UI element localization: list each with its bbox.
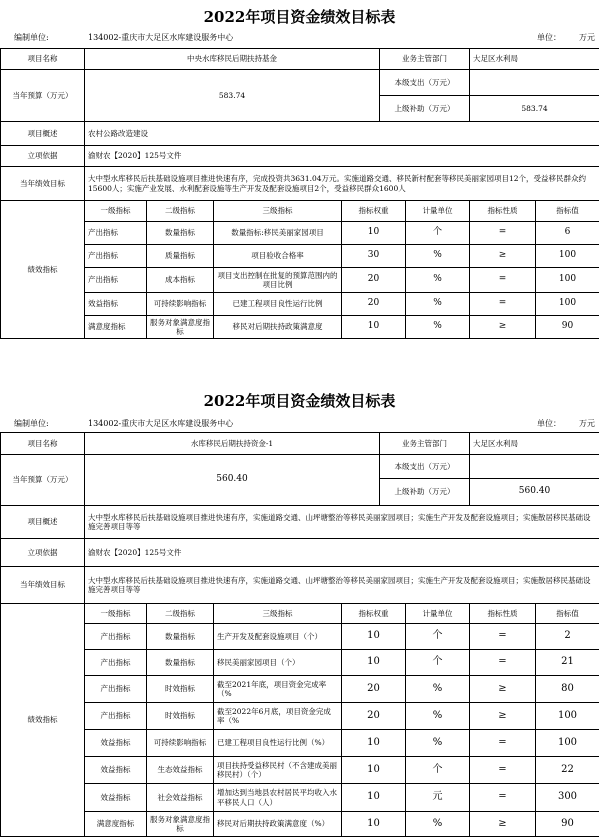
performance-table [0,432,599,837]
goal-label: 当年绩效目标 [1,567,85,604]
subsidy-value: 560.40 [470,479,599,506]
cell-unit: 个 [406,222,470,245]
cell-value: 100 [536,268,599,293]
table-row [1,730,599,757]
currency-value: 万元 [579,32,595,43]
table-row [1,650,599,676]
cell-level1: 效益指标 [85,757,147,784]
overview-label: 项目概述 [1,122,85,146]
cell-level1: 产出指标 [85,245,147,268]
dept-value: 大足区水利局 [470,433,599,455]
cell-level1: 效益指标 [85,784,147,812]
cell-level1: 产出指标 [85,268,147,293]
sheet-title: 2022年项目资金绩效目标表 [0,390,599,411]
cell-value: 100 [536,293,599,316]
cell-value: 21 [536,650,599,676]
cell-unit: % [406,703,470,730]
indicators-label: 绩效指标 [1,201,85,339]
cell-weight: 20 [342,676,406,703]
cell-weight: 30 [342,245,406,268]
table-row [1,703,599,730]
cell-level3: 数量指标:移民美丽家园项目 [214,222,342,245]
cell-weight: 10 [342,222,406,245]
cell-level2: 时效指标 [147,703,214,730]
indicators-label: 绩效指标 [1,604,85,837]
cell-level1: 产出指标 [85,676,147,703]
unit-value: 134002-重庆市大足区水库建设服务中心 [88,32,233,43]
project-name-label: 项目名称 [1,49,85,70]
cell-nature: = [470,222,536,245]
cell-level1: 满意度指标 [85,316,147,339]
cell-level1: 产出指标 [85,703,147,730]
cell-nature: = [470,293,536,316]
cell-level3: 增加达到当地县农村居民平均收入水平移民人口（人） [214,784,342,812]
cell-unit: % [406,245,470,268]
cell-level3: 移民美丽家园项目（个） [214,650,342,676]
subsidy-value: 583.74 [470,96,599,122]
cell-weight: 10 [342,812,406,837]
cell-unit: % [406,676,470,703]
subsidy-label: 上级补助（万元） [380,96,470,122]
cell-level1: 效益指标 [85,293,147,316]
cell-level2: 社会效益指标 [147,784,214,812]
goal-value: 大中型水库移民后扶基础设施项目推进快速有序，实施道路交通、山坪塘整治等移民美丽家园项目；实施生产开发及配套设施项目；实施散居移民基础设施完善项目等等 [85,567,599,604]
header-unit: 计量单位 [406,201,470,222]
cell-nature: = [470,730,536,757]
cell-weight: 10 [342,784,406,812]
cell-level2: 质量指标 [147,245,214,268]
cell-weight: 10 [342,316,406,339]
cell-weight: 10 [342,757,406,784]
header-nature: 指标性质 [470,604,536,624]
cell-level3: 截至2021年底，项目资金完成率（% [214,676,342,703]
basis-label: 立项依据 [1,539,85,567]
project-name-value: 中央水库移民后期扶持基金 [85,49,380,70]
currency-label: 单位： [537,418,561,429]
cell-unit: % [406,293,470,316]
cell-nature: = [470,784,536,812]
cell-level2: 数量指标 [147,650,214,676]
unit-label: 编制单位: [14,418,49,429]
table-row [1,222,599,245]
cell-value: 90 [536,812,599,837]
cell-level1: 效益指标 [85,730,147,757]
overview-value: 大中型水库移民后扶基础设施项目推进快速有序，实施道路交通、山坪塘整治等移民美丽家园项目；实施生产开发及配套设施项目；实施散居移民基础设施完善项目等等 [85,506,599,539]
cell-level2: 可持续影响指标 [147,730,214,757]
table-row [1,812,599,837]
basis-label: 立项依据 [1,146,85,167]
cell-value: 100 [536,703,599,730]
dept-value: 大足区水利局 [470,49,599,70]
cell-unit: 元 [406,784,470,812]
table-row [1,624,599,650]
cell-value: 22 [536,757,599,784]
cell-nature: ≥ [470,245,536,268]
cell-level2: 服务对象满意度指标 [147,812,214,837]
header-weight: 指标权重 [342,201,406,222]
header-level1: 一级指标 [85,604,147,624]
header-nature: 指标性质 [470,201,536,222]
header-value: 指标值 [536,201,599,222]
goal-label: 当年绩效目标 [1,167,85,201]
cell-unit: 个 [406,650,470,676]
cell-level1: 产出指标 [85,624,147,650]
cell-nature: = [470,624,536,650]
table-row [1,676,599,703]
cell-nature: ≥ [470,703,536,730]
subsidy-label: 上级补助（万元） [380,479,470,506]
cell-weight: 20 [342,293,406,316]
sheet-title: 2022年项目资金绩效目标表 [0,6,599,27]
cell-weight: 20 [342,703,406,730]
cell-level3: 截至2022年6月底，项目资金完成率（% [214,703,342,730]
table-row [1,268,599,293]
local-label: 本级支出（万元） [380,455,470,479]
cell-unit: 个 [406,624,470,650]
overview-label: 项目概述 [1,506,85,539]
cell-unit: % [406,812,470,837]
cell-level2: 服务对象满意度指标 [147,316,214,339]
cell-unit: % [406,316,470,339]
header-unit: 计量单位 [406,604,470,624]
project-name-value: 水库移民后期扶持资金-1 [85,433,380,455]
currency-value: 万元 [579,418,595,429]
cell-weight: 10 [342,650,406,676]
cell-level3: 项目扶持受益移民村（不含建成美丽移民村）（个） [214,757,342,784]
cell-value: 80 [536,676,599,703]
cell-nature: = [470,757,536,784]
cell-level1: 满意度指标 [85,812,147,837]
header-level2: 二级指标 [147,604,214,624]
cell-level2: 时效指标 [147,676,214,703]
cell-unit: % [406,268,470,293]
local-value [470,455,599,479]
cell-weight: 10 [342,624,406,650]
cell-level3: 生产开发及配套设施项目（个） [214,624,342,650]
cell-value: 2 [536,624,599,650]
cell-level3: 项目支出控制在批复的预算范围内的项目比例 [214,268,342,293]
budget-value: 583.74 [85,70,380,122]
budget-label: 当年预算（万元） [1,455,85,506]
header-level3: 三级指标 [214,604,342,624]
unit-label: 编制单位: [14,32,49,43]
cell-level2: 数量指标 [147,222,214,245]
cell-value: 6 [536,222,599,245]
project-name-label: 项目名称 [1,433,85,455]
cell-value: 90 [536,316,599,339]
budget-value: 560.40 [85,455,380,506]
overview-value: 农村公路改造建设 [85,122,599,146]
cell-level2: 数量指标 [147,624,214,650]
cell-unit: % [406,730,470,757]
cell-level3: 移民对后期扶持政策满意度（%） [214,812,342,837]
cell-weight: 10 [342,730,406,757]
header-level1: 一级指标 [85,201,147,222]
goal-value: 大中型水库移民后扶基础设施项目推进快速有序，完成投资共3631.04万元。实施道路交通、移民新村配套等移民美丽家园项目12个，受益移民群众约15600人；实施产业发展、水利配套设施等生产开发及配套设施项目2个，受益移民群众1600人 [85,167,599,201]
table-row [1,293,599,316]
header-level2: 二级指标 [147,201,214,222]
cell-level2: 可持续影响指标 [147,293,214,316]
dept-label: 业务主管部门 [380,433,470,455]
cell-value: 100 [536,245,599,268]
cell-level3: 项目验收合格率 [214,245,342,268]
cell-nature: ≥ [470,812,536,837]
table-row [1,784,599,812]
cell-level1: 产出指标 [85,650,147,676]
cell-level3: 已建工程项目良性运行比例 [214,293,342,316]
budget-label: 当年预算（万元） [1,70,85,122]
header-value: 指标值 [536,604,599,624]
header-level3: 三级指标 [214,201,342,222]
cell-unit: 个 [406,757,470,784]
dept-label: 业务主管部门 [380,49,470,70]
cell-nature: ≥ [470,316,536,339]
cell-weight: 20 [342,268,406,293]
local-value [470,70,599,96]
cell-value: 100 [536,730,599,757]
cell-level1: 产出指标 [85,222,147,245]
local-label: 本级支出（万元） [380,70,470,96]
cell-nature: = [470,650,536,676]
table-row [1,757,599,784]
table-row [1,316,599,339]
basis-value: 渝财农【2020】125号文件 [85,146,599,167]
currency-label: 单位： [537,32,561,43]
cell-nature: ≥ [470,676,536,703]
cell-level2: 成本指标 [147,268,214,293]
performance-table [0,48,599,339]
cell-nature: = [470,268,536,293]
cell-level2: 生态效益指标 [147,757,214,784]
basis-value: 渝财农【2020】125号文件 [85,539,599,567]
cell-level3: 移民对后期扶持政策满意度 [214,316,342,339]
table-row [1,245,599,268]
header-weight: 指标权重 [342,604,406,624]
unit-value: 134002-重庆市大足区水库建设服务中心 [88,418,233,429]
cell-level3: 已建工程项目良性运行比例（%） [214,730,342,757]
cell-value: 300 [536,784,599,812]
